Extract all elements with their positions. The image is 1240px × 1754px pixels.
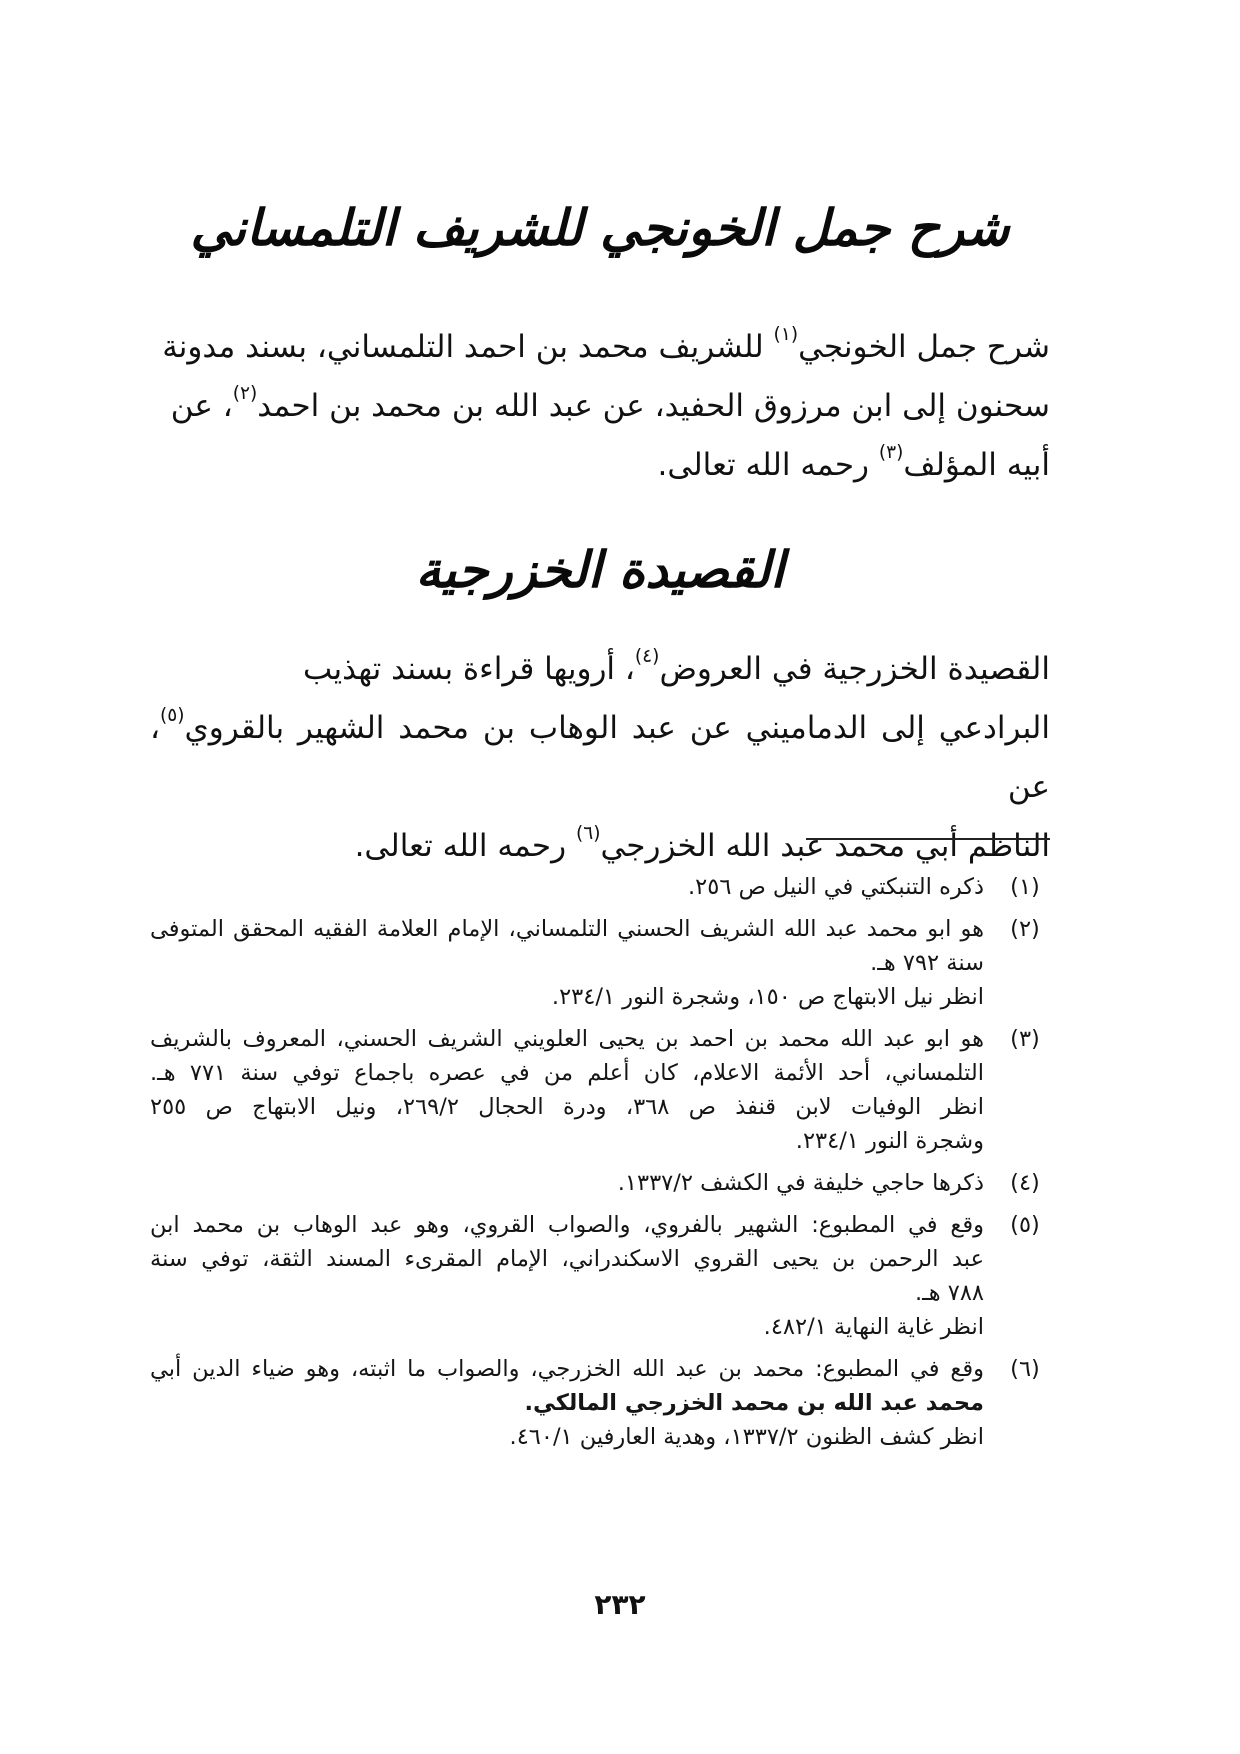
footnote-separator-rule bbox=[806, 838, 1050, 840]
footnote-line: عبد الرحمن بن يحيى القروي الاسكندراني، الإمام المقرىء المسند الثقة، توفي سنة bbox=[150, 1246, 984, 1272]
footnote-line: ٧٨٨ هـ. bbox=[914, 1280, 984, 1306]
footnote-line: انظر الوفيات لابن قنفذ ص ٣٦٨، ودرة الحجال ٢٦٩/٢، ونيل الابتهاج ص ٢٥٥ bbox=[150, 1094, 984, 1120]
footnote-line: التلمساني، أحد الأئمة الاعلام، كان أعلم من في عصره باجماع توفي سنة ٧٧١ هـ. bbox=[150, 1060, 984, 1086]
footnote-1 bbox=[150, 870, 1050, 904]
paragraph-sharh-jumal bbox=[150, 318, 1050, 495]
footnote-line: ذكره التنبكتي في النيل ص ٢٥٦. bbox=[688, 874, 984, 900]
footnotes-section bbox=[150, 870, 1050, 1462]
section-heading-sharh-jumal: شرح جمل الخونجي للشريف التلمساني bbox=[190, 198, 1010, 257]
footnote-line: انظر كشف الظنون ١٣٣٧/٢، وهدية العارفين ٤٦٠/١. bbox=[509, 1424, 984, 1450]
text-run: للشريف محمد بن احمد التلمساني، بسند مدونة bbox=[162, 329, 764, 365]
footnote-number: (٤) bbox=[1010, 1170, 1040, 1196]
text-run: البرادعي إلى الدماميني عن عبد الوهاب بن محمد الشهير بالقروي bbox=[184, 710, 1050, 746]
footnote-line: سنة ٧٩٢ هـ. bbox=[870, 950, 984, 976]
footnote-ref[interactable]: (٦) bbox=[575, 822, 601, 844]
paragraph-line bbox=[150, 436, 1050, 495]
paragraph-line bbox=[150, 377, 1050, 436]
text-run: ، عن bbox=[170, 388, 233, 424]
footnote-number: (٣) bbox=[1010, 1026, 1040, 1052]
paragraph-line bbox=[150, 817, 1050, 876]
text-run: الناظم أبي محمد عبد الله الخزرجي bbox=[600, 828, 1050, 864]
text-run: أبيه المؤلف bbox=[903, 447, 1050, 483]
footnote-ref[interactable]: (١) bbox=[773, 323, 799, 345]
footnote-line: انظر نيل الابتهاج ص ١٥٠، وشجرة النور ٢٣٤/١. bbox=[551, 984, 984, 1010]
footnote-number: (٦) bbox=[1010, 1356, 1040, 1382]
text-run: شرح جمل الخونجي bbox=[798, 329, 1050, 365]
footnote-6 bbox=[150, 1352, 1050, 1454]
footnote-4 bbox=[150, 1166, 1050, 1200]
footnote-number: (١) bbox=[1010, 874, 1040, 900]
footnote-ref[interactable]: (٤) bbox=[634, 645, 660, 667]
text-run: سحنون إلى ابن مرزوق الحفيد، عن عبد الله بن محمد بن احمد bbox=[257, 388, 1050, 424]
paragraph-line bbox=[150, 699, 1050, 817]
footnote-ref[interactable]: (٥) bbox=[160, 704, 185, 726]
text-run: رحمه الله تعالى. bbox=[354, 828, 567, 864]
paragraph-qasida-khazrajiyya bbox=[150, 640, 1050, 876]
footnote-line: هو ابو عبد الله محمد بن احمد بن يحيى العلويني الشريف الحسني، المعروف بالشريف bbox=[150, 1026, 984, 1052]
footnote-number: (٥) bbox=[1010, 1212, 1040, 1238]
footnote-line: ذكرها حاجي خليفة في الكشف ١٣٣٧/٢. bbox=[617, 1170, 984, 1196]
footnote-line: هو ابو محمد عبد الله الشريف الحسني التلمساني، الإمام العلامة الفقيه المحقق المتوفى bbox=[150, 916, 984, 942]
footnote-line: محمد عبد الله بن محمد الخزرجي المالكي. bbox=[524, 1390, 984, 1416]
text-run: ، عن bbox=[150, 710, 1050, 805]
footnote-ref[interactable]: (٣) bbox=[878, 441, 904, 463]
text-run: رحمه الله تعالى. bbox=[657, 447, 869, 483]
footnote-ref[interactable]: (٢) bbox=[232, 382, 258, 404]
footnote-3 bbox=[150, 1022, 1050, 1158]
footnote-line: وقع في المطبوع: الشهير بالفروي، والصواب القروي، وهو عبد الوهاب بن محمد ابن bbox=[150, 1212, 984, 1238]
page-number: ٢٣٢ bbox=[594, 1588, 646, 1621]
paragraph-line bbox=[150, 318, 1050, 377]
paragraph-line bbox=[150, 640, 1050, 699]
footnote-number: (٢) bbox=[1010, 916, 1040, 942]
footnote-line: انظر غاية النهاية ٤٨٢/١. bbox=[763, 1314, 984, 1340]
footnote-line: وقع في المطبوع: محمد بن عبد الله الخزرجي، والصواب ما اثبته، وهو ضياء الدين أبي bbox=[150, 1356, 984, 1382]
footnote-2 bbox=[150, 912, 1050, 1014]
footnote-line: وشجرة النور ٢٣٤/١. bbox=[795, 1128, 984, 1154]
text-run: القصيدة الخزرجية في العروض bbox=[659, 651, 1050, 687]
text-run: ، أرويها قراءة بسند تهذيب bbox=[303, 651, 635, 687]
footnote-5 bbox=[150, 1208, 1050, 1344]
section-heading-qasida-khazrajiyya: القصيدة الخزرجية bbox=[415, 540, 785, 599]
